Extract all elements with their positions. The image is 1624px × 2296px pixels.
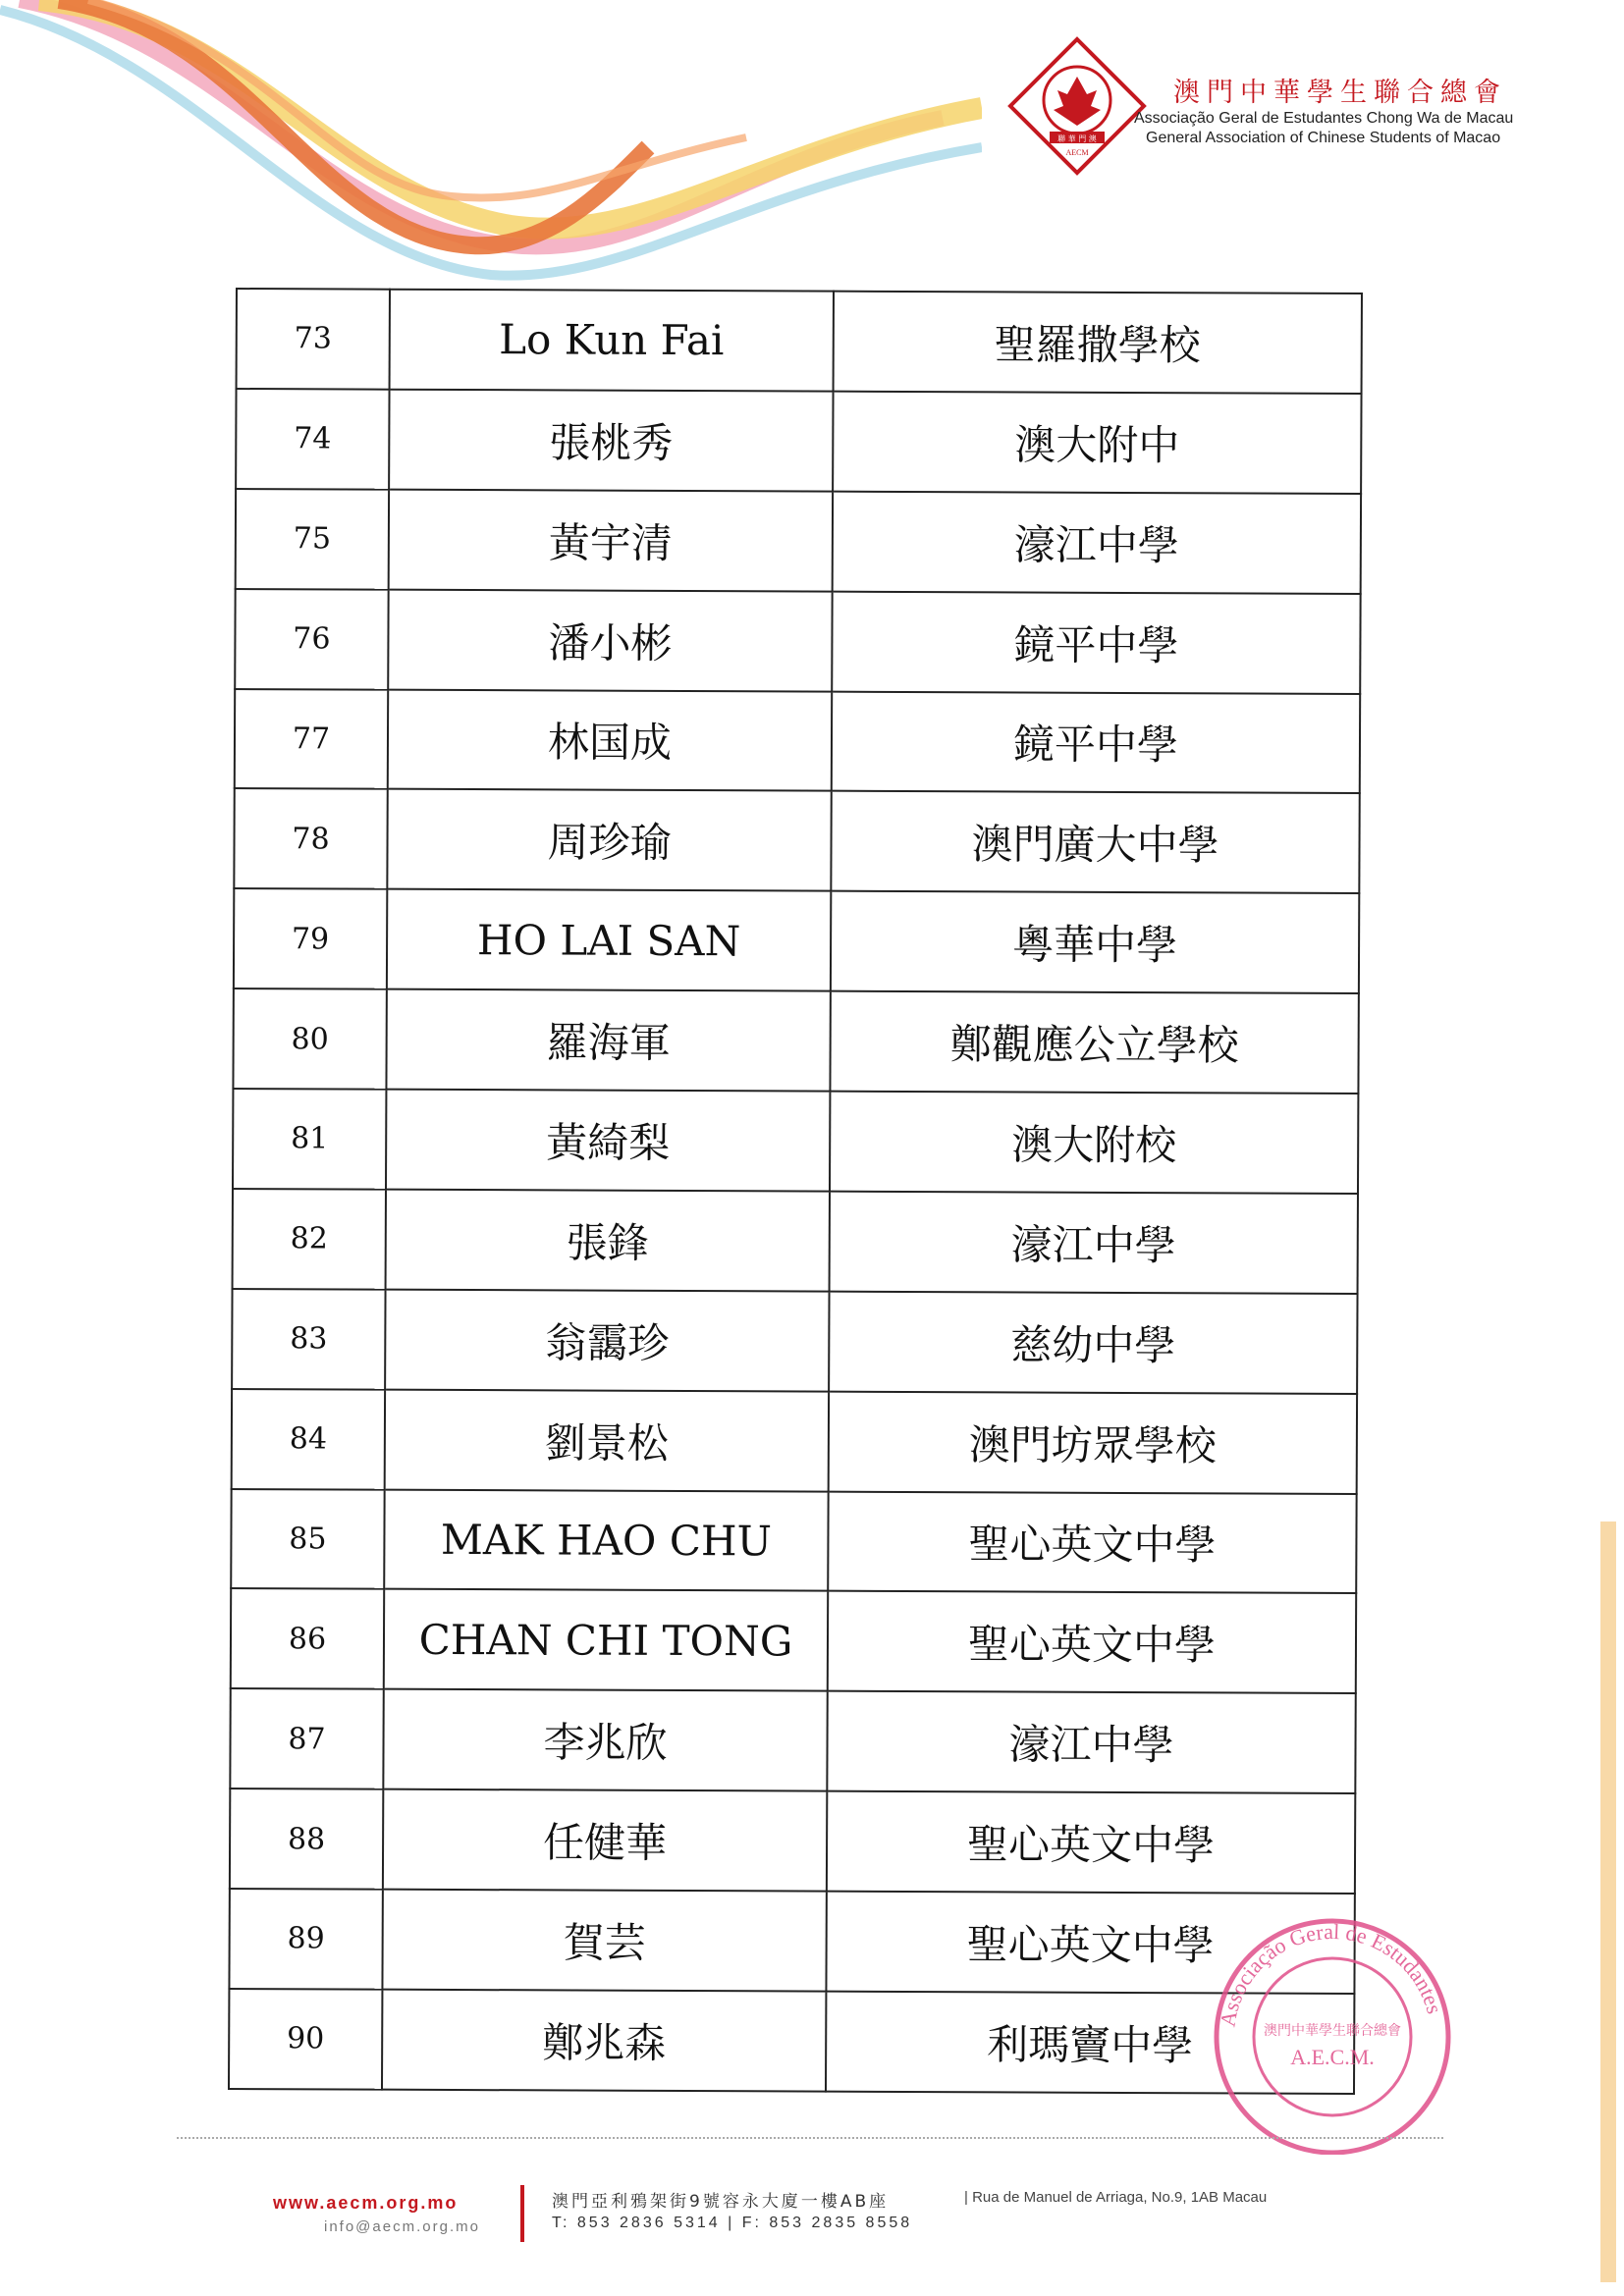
school-name: 聖羅撒學校	[834, 292, 1362, 394]
student-name: 黃綺梨	[386, 1090, 830, 1192]
school-name: 濠江中學	[833, 491, 1361, 593]
email-link[interactable]: info@aecm.org.mo	[324, 2218, 480, 2235]
row-number: 75	[236, 489, 389, 590]
address-pt: | Rua de Manuel de Arriaga, No.9, 1AB Macau	[964, 2189, 1268, 2206]
table-row	[233, 1189, 1358, 1294]
row-number: 76	[235, 589, 388, 690]
student-name: 翁靄珍	[385, 1289, 829, 1391]
footer	[0, 2177, 1624, 2256]
student-name: Lo Kun Fai	[390, 290, 834, 392]
student-name: 林国成	[388, 689, 832, 791]
row-number: 77	[235, 689, 388, 790]
row-number: 73	[237, 289, 390, 390]
decorative-ribbons	[0, 0, 982, 294]
school-name: 澳門廣大中學	[831, 791, 1359, 893]
student-list-table-wrapper	[236, 288, 1363, 2090]
org-name-en: General Association of Chinese Students of Macao	[1146, 130, 1501, 146]
row-number: 83	[232, 1289, 385, 1390]
student-name: 張桃秀	[389, 390, 833, 492]
school-name: 慈幼中學	[829, 1291, 1357, 1393]
school-name: 聖心英文中學	[826, 1892, 1354, 1994]
student-name: 劉景松	[385, 1389, 829, 1491]
table-row	[233, 1089, 1358, 1194]
edge-color-bar	[1600, 1522, 1616, 2282]
official-seal-stamp	[1190, 1899, 1475, 2155]
school-name: 鄭觀應公立學校	[830, 991, 1358, 1094]
table-row	[235, 689, 1360, 794]
stamp-outer-text: Associação Geral de Estudantes	[1215, 1918, 1447, 2029]
row-number: 81	[233, 1089, 386, 1190]
school-name: 利瑪竇中學	[826, 1992, 1354, 2094]
website-link[interactable]: www.aecm.org.mo	[273, 2193, 459, 2213]
student-name: 周珍瑜	[387, 789, 831, 891]
student-name: 張鋒	[386, 1190, 830, 1292]
table-row	[235, 589, 1360, 694]
row-number: 82	[233, 1189, 386, 1290]
student-name: 羅海軍	[386, 989, 830, 1092]
student-name: 黃宇清	[389, 489, 833, 591]
table-row	[231, 1488, 1356, 1593]
address-zh: 澳門亞利鴉架街9號容永大廈一樓AB座	[552, 2192, 890, 2212]
school-name: 聖心英文中學	[828, 1491, 1356, 1593]
school-name: 聖心英文中學	[827, 1791, 1355, 1894]
row-number: 84	[232, 1389, 385, 1490]
svg-text:Associação Geral de Estudantes	[1215, 1919, 1446, 2029]
row-number: 86	[231, 1588, 384, 1689]
row-number: 88	[230, 1789, 383, 1890]
student-name: CHAN CHI TONG	[384, 1589, 828, 1691]
table-row	[236, 389, 1361, 494]
logo-text: 聯 華 門 澳	[1057, 134, 1097, 143]
row-number: 90	[229, 1989, 382, 2090]
table-row	[236, 489, 1361, 594]
school-name: 澳大附校	[830, 1092, 1358, 1194]
school-name: 鏡平中學	[832, 691, 1360, 793]
student-list-table	[228, 288, 1363, 2095]
student-name: 賀芸	[382, 1890, 826, 1992]
stamp-inner-abbr: A.E.C.M.	[1290, 2045, 1375, 2069]
school-name: 粵華中學	[831, 891, 1359, 993]
row-number: 78	[234, 788, 387, 889]
student-name: 李兆欣	[383, 1689, 827, 1791]
letterhead	[1006, 29, 1556, 196]
footer-separator	[520, 2185, 524, 2242]
table-row	[230, 1789, 1355, 1894]
school-name: 鏡平中學	[832, 591, 1360, 693]
row-number: 89	[229, 1889, 382, 1990]
table-row	[234, 788, 1359, 893]
footer-divider	[177, 2137, 1443, 2139]
aecm-logo-icon	[1006, 35, 1149, 178]
student-name: MAK HAO CHU	[384, 1489, 828, 1591]
row-number: 74	[236, 389, 389, 490]
row-number: 79	[234, 888, 387, 989]
phone-fax: T: 853 2836 5314 | F: 853 2835 8558	[552, 2215, 913, 2231]
table-row	[232, 1389, 1357, 1494]
school-name: 聖心英文中學	[828, 1591, 1356, 1693]
table-row	[231, 1588, 1356, 1693]
student-name: 潘小彬	[388, 589, 832, 691]
row-number: 85	[231, 1488, 384, 1589]
student-name: 鄭兆森	[382, 1990, 826, 2092]
table-row	[237, 289, 1362, 394]
stamp-inner-zh: 澳門中華學生聯合總會	[1264, 2023, 1401, 2039]
table-row	[229, 1989, 1354, 2094]
student-name: HO LAI SAN	[387, 889, 831, 991]
table-row	[233, 988, 1358, 1094]
school-name: 澳大附中	[833, 392, 1361, 494]
row-number: 87	[230, 1688, 383, 1789]
row-number: 80	[233, 988, 386, 1090]
table-row	[234, 888, 1359, 993]
school-name: 濠江中學	[830, 1192, 1358, 1294]
school-name: 澳門坊眾學校	[829, 1391, 1357, 1493]
table-row	[232, 1289, 1357, 1394]
org-name-zh: 澳門中華學生聯合總會	[1173, 78, 1507, 108]
table-row	[230, 1688, 1355, 1793]
logo-abbr: AECM	[1065, 148, 1089, 157]
student-name: 任健華	[383, 1789, 827, 1892]
org-name-pt: Associação Geral de Estudantes Chong Wa de Macau	[1134, 110, 1514, 127]
school-name: 濠江中學	[827, 1691, 1355, 1793]
table-row	[229, 1889, 1354, 1994]
